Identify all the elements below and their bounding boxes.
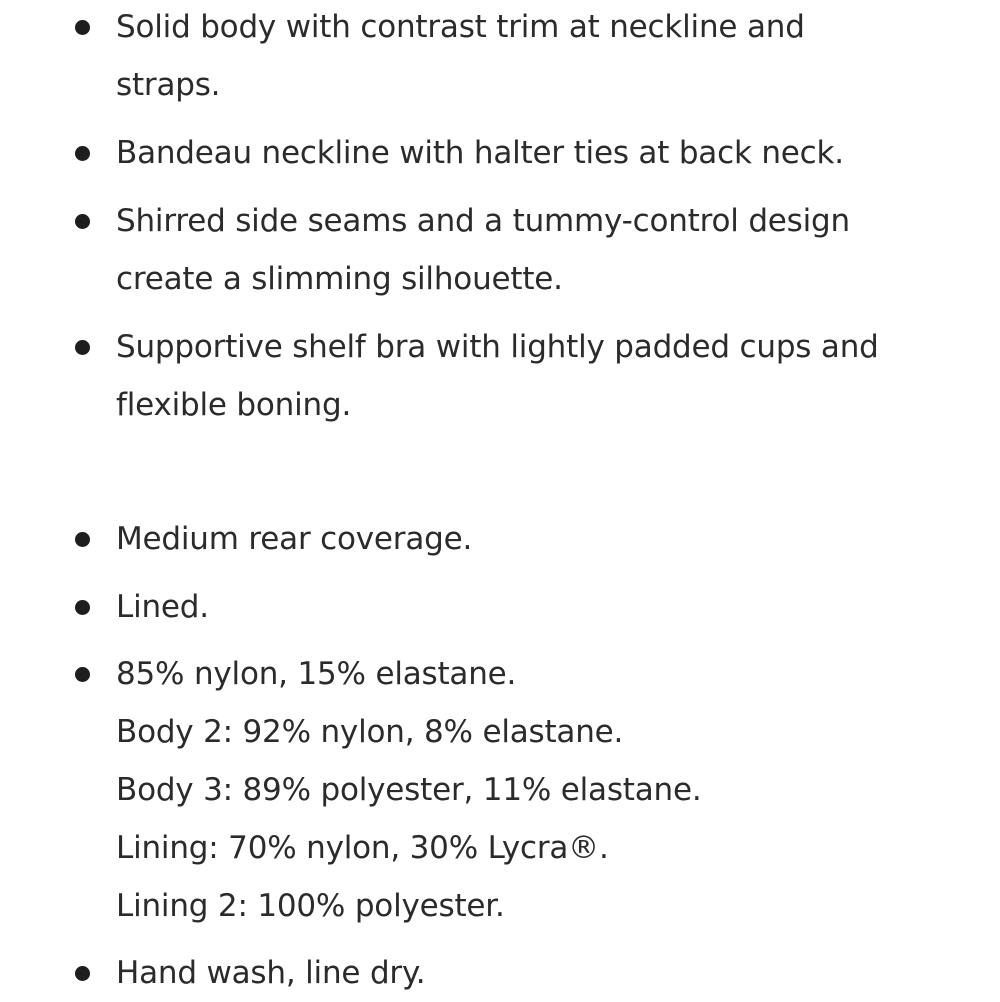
list-item-line: create a slimming silhouette. <box>116 261 563 297</box>
list-item-line: Lined. <box>116 589 209 625</box>
list-item-line: Shirred side seams and a tummy-control design <box>116 203 850 239</box>
list-item-text <box>116 192 946 308</box>
list-item-text <box>116 510 946 568</box>
list-item-line: Solid body with contrast trim at neckline and <box>116 9 805 45</box>
list-item-line: Body 2: 92% nylon, 8% elastane. <box>116 714 624 750</box>
bullet-icon <box>75 214 90 229</box>
list-item-text <box>116 645 946 935</box>
list-item-text <box>116 318 946 434</box>
bullet-icon <box>75 667 90 682</box>
list-item-line: Medium rear coverage. <box>116 521 473 557</box>
list-item-line: Hand wash, line dry. <box>116 955 426 991</box>
bullet-icon <box>75 966 90 981</box>
list-item-line: straps. <box>116 67 221 103</box>
bullet-icon <box>75 532 90 547</box>
list-item-line: Body 3: 89% polyester, 11% elastane. <box>116 772 702 808</box>
list-item-line: Supportive shelf bra with lightly padded cups and <box>116 329 879 365</box>
bullet-icon <box>75 146 90 161</box>
list-item-line: Lining: 70% nylon, 30% Lycra®. <box>116 830 609 866</box>
list-item-text <box>116 0 946 114</box>
list-item-text <box>116 578 946 636</box>
bullet-icon <box>75 340 90 355</box>
list-item-line: Bandeau neckline with halter ties at back neck. <box>116 135 844 171</box>
list-item-text <box>116 124 946 182</box>
list-item-text <box>116 944 946 1002</box>
list-item-line: Lining 2: 100% polyester. <box>116 888 505 924</box>
bullet-icon <box>75 20 90 35</box>
list-item-line: flexible boning. <box>116 387 352 423</box>
bullet-icon <box>75 600 90 615</box>
list-item-line: 85% nylon, 15% elastane. <box>116 656 517 692</box>
